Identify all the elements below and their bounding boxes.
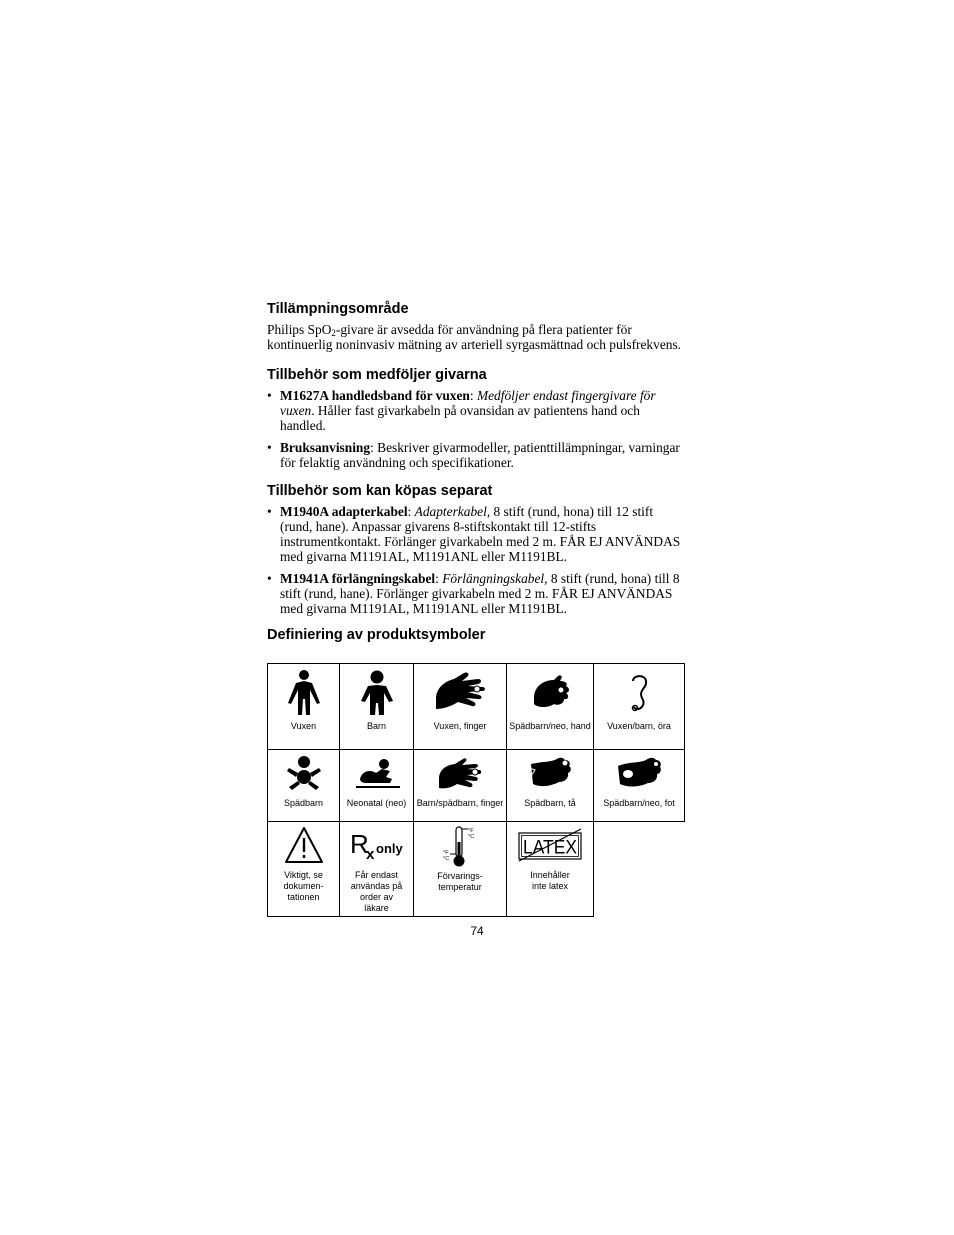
heading-included-accessories: Tillbehör som medföljer givarna: [267, 367, 487, 383]
symbol-label: Spädbarn, tå: [524, 798, 576, 808]
rx-only-text: only: [375, 841, 403, 856]
symbol-cell-forvaringstemperatur: [413, 821, 507, 917]
symbol-cell-vuxen: [267, 663, 340, 750]
list-item: [267, 388, 687, 433]
infant-icon: [284, 755, 324, 793]
item-description: Beskriver givarmodeller, patienttillämpningar, varningar för felaktig användning och specifikationer.: [280, 440, 680, 470]
symbol-cell-vuxen-barn-ora: [593, 663, 685, 750]
infant-toe-icon: [525, 754, 575, 792]
item-description: . Håller fast givarkabeln på ovansidan av patientens hand och handled.: [280, 403, 640, 433]
symbol-cell-barn: [339, 663, 414, 750]
warning-triangle-icon: [283, 825, 325, 865]
heading-symbol-definitions: Definiering av produktsymboler: [267, 627, 486, 643]
adult-hand-icon: [432, 669, 488, 717]
symbol-label: Spädbarn: [283, 798, 324, 808]
intro-text-post: -givare är avsedda för användning på flera patienter för kontinuerlig noninvasiv mätning av arteriell syrgasmättnad och pulsfrekvens.: [267, 322, 682, 352]
item-italic: Förlängningskabel: [442, 571, 545, 586]
item-italic: Adapterkabel: [414, 504, 487, 519]
symbol-cell-spadbarn-hand: [506, 663, 594, 750]
item-separator: :: [435, 571, 443, 586]
infant-foot-icon: [614, 754, 664, 792]
symbol-cell-spadbarn-ta: [506, 749, 594, 822]
item-name: M1627A handledsband för vuxen: [280, 388, 470, 403]
page-content: [267, 300, 687, 644]
symbol-label: Barn: [366, 721, 386, 731]
item-italic: Medföljer endast fingergivare för vuxen: [280, 388, 656, 418]
item-separator: :: [370, 440, 378, 455]
symbol-label: Spädbarn/neo, hand: [509, 721, 591, 731]
item-description: , 8 stift (rund, hona) till 12 stift (rund, hane). Anpassar givarens 8-stiftskontakt till 12-stifts instrumentkontakt. Förlänger givarkabeln med 2 m. FÅR EJ ANVÄNDAS med givarna M1191AL, M1191ANL eller M1191BL.: [280, 504, 681, 564]
item-name: M1940A adapterkabel: [280, 504, 408, 519]
intro-text-pre: Philips SpO: [267, 322, 332, 337]
ear-icon: [619, 669, 659, 717]
symbol-label: Spädbarn/neo, fot: [603, 798, 675, 808]
separate-accessories-list: [267, 504, 687, 616]
item-name: M1941A förlängningskabel: [280, 571, 436, 586]
item-name: Bruksanvisning: [280, 440, 371, 455]
intro-subscript: 2: [331, 328, 336, 338]
fahrenheit-label-low: °F: [443, 850, 449, 856]
no-latex-icon: [516, 825, 584, 865]
symbol-label: Förvarings-temperatur: [437, 871, 483, 892]
child-figure-icon: [357, 669, 397, 717]
latex-text: LATEX: [523, 837, 578, 859]
child-hand-icon: [435, 755, 485, 793]
item-description: , 8 stift (rund, hona) till 8 stift (rund, hane). Förlänger givarkabeln med 2 m. FÅR EJ ANVÄNDAS med givarna M1191AL, M1191ANL eller M1191BL.: [280, 571, 680, 616]
intro-paragraph: [267, 322, 687, 352]
neonate-icon: [352, 755, 402, 793]
symbol-cell-viktigt: [267, 821, 340, 917]
symbol-label: Vuxen, finger: [433, 721, 487, 731]
symbol-cell-spadbarn-neo-fot: [593, 749, 685, 822]
symbol-label: Får endast användas på order av läkare: [350, 870, 403, 913]
thermometer-icon: [440, 824, 480, 868]
list-item: [267, 504, 687, 564]
symbol-label: Vuxen: [290, 721, 317, 731]
heading-separate-accessories: Tillbehör som kan köpas separat: [267, 483, 493, 499]
rx-subscript: x: [365, 846, 374, 863]
adult-figure-icon: [284, 669, 324, 717]
symbol-label: Neonatal (neo): [346, 798, 407, 808]
rx-only-icon: [346, 825, 408, 865]
symbol-table: [267, 663, 685, 917]
symbol-label: Innehåller inte latex: [530, 870, 570, 891]
symbol-cell-spadbarn: [267, 749, 340, 822]
rx-letter: R: [349, 829, 369, 859]
heading-tillampningsomrade: Tillämpningsområde: [267, 301, 409, 317]
item-separator: :: [469, 388, 477, 403]
list-item: [267, 440, 687, 470]
symbol-cell-vuxen-finger: [413, 663, 507, 750]
symbol-cell-neonatal: [339, 749, 414, 822]
symbol-cell-rx-only: [339, 821, 414, 917]
symbol-cell-latex: [506, 821, 594, 917]
symbol-label: Viktigt, se dokumen-tationen: [283, 870, 324, 902]
item-separator: :: [407, 504, 415, 519]
list-item: [267, 571, 687, 616]
symbol-label: Vuxen/barn, öra: [607, 721, 671, 731]
included-accessories-list: [267, 388, 687, 470]
celsius-label-low: °C: [443, 856, 450, 862]
page-number: 74: [470, 924, 484, 938]
fahrenheit-label: °F: [468, 828, 474, 834]
symbol-label: Barn/spädbarn, finger: [416, 798, 504, 808]
infant-hand-icon: [528, 672, 572, 716]
symbol-cell-barn-spadbarn-finger: [413, 749, 507, 822]
celsius-label: °C: [468, 834, 475, 840]
